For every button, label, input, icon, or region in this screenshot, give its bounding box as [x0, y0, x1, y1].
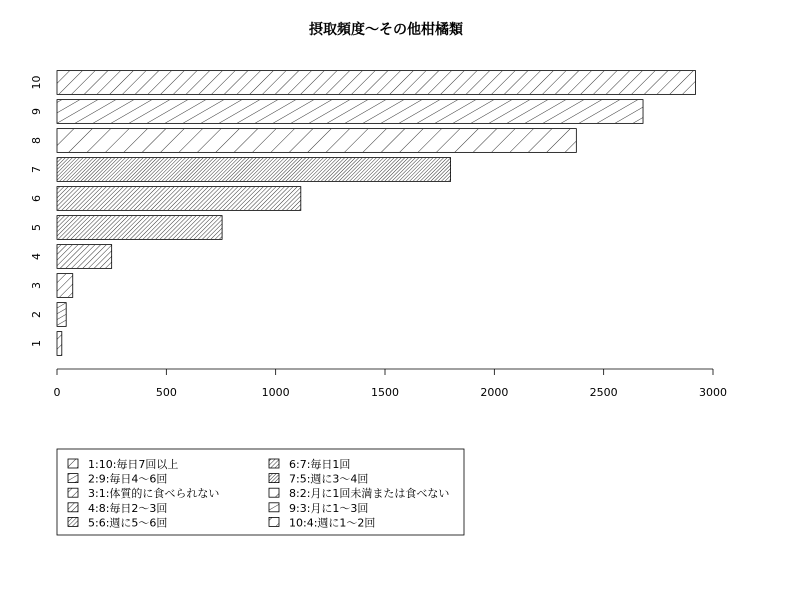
bar-7 [57, 158, 451, 182]
x-tick-label-2500: 2500 [589, 386, 618, 399]
y-tick-label-5: 5 [30, 224, 43, 231]
y-tick-label-7: 7 [30, 166, 43, 173]
legend-swatch-9 [269, 503, 279, 512]
x-tick-label-1500: 1500 [371, 386, 399, 399]
bar-4 [57, 245, 112, 269]
y-tick-label-8: 8 [30, 137, 43, 144]
legend-label-1: 1:10:毎日7回以上 [88, 458, 179, 471]
y-tick-label-6: 6 [30, 195, 43, 202]
x-tick-label-0: 0 [53, 386, 61, 399]
x-tick-label-2000: 2000 [480, 386, 509, 399]
legend-swatch-1 [68, 459, 78, 468]
y-tick-label-3: 3 [30, 282, 43, 289]
legend-swatch-7 [269, 474, 279, 483]
bar-6 [57, 187, 301, 211]
legend-label-5: 5:6:週に5〜6回 [88, 516, 168, 530]
bar-8 [57, 129, 576, 153]
legend-label-8: 8:2:月に1回未満または食べない [289, 487, 450, 501]
x-tick-label-500: 500 [155, 386, 177, 399]
x-tick-label-1000: 1000 [261, 386, 290, 399]
legend-label-2: 2:9:毎日4〜6回 [88, 472, 168, 486]
y-axis [30, 76, 43, 348]
bar-2 [57, 303, 66, 327]
bar-1 [57, 332, 62, 356]
legend-swatch-2 [68, 474, 78, 483]
y-tick-label-2: 2 [30, 311, 43, 318]
legend-label-7: 7:5:週に3〜4回 [289, 472, 369, 486]
legend-swatch-5 [68, 517, 78, 526]
x-axis [54, 369, 728, 399]
legend-label-10: 10:4:週に1〜2回 [289, 516, 376, 530]
bar-5 [57, 216, 222, 240]
y-tick-label-9: 9 [30, 108, 43, 115]
legend-swatch-8 [269, 488, 279, 497]
chart-title: 摂取頻度〜その他柑橘類 [309, 22, 463, 38]
y-tick-label-1: 1 [30, 340, 43, 347]
legend [57, 449, 464, 535]
y-tick-label-10: 10 [30, 75, 43, 90]
legend-swatch-10 [269, 517, 279, 526]
legend-swatch-3 [68, 488, 78, 497]
bar-9 [57, 100, 643, 124]
bars-layer [57, 71, 696, 356]
legend-label-4: 4:8:毎日2〜3回 [88, 501, 168, 515]
legend-swatch-4 [68, 503, 78, 512]
legend-label-3: 3:1:体質的に食べられない [88, 487, 220, 501]
legend-label-6: 6:7:毎日1回 [289, 458, 351, 471]
x-tick-label-3000: 3000 [699, 386, 727, 399]
legend-label-9: 9:3:月に1〜3回 [289, 501, 369, 515]
bar-10 [57, 71, 696, 95]
y-tick-label-4: 4 [30, 253, 43, 260]
legend-swatch-6 [269, 459, 279, 468]
bar-3 [57, 274, 73, 298]
